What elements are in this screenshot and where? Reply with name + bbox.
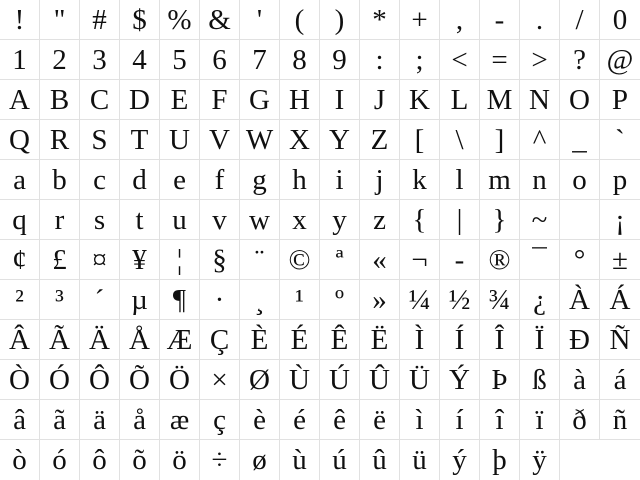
glyph-cell[interactable]: ^ [520,120,560,160]
glyph-cell[interactable]: ) [320,0,360,40]
glyph-cell[interactable]: ; [400,40,440,80]
glyph-cell[interactable]: î [480,400,520,440]
glyph-cell[interactable]: Ö [160,360,200,400]
glyph-cell[interactable]: I [320,80,360,120]
glyph-cell[interactable]: Í [440,320,480,360]
glyph-cell[interactable]: Y [320,120,360,160]
charmap-row [0,120,640,160]
glyph-cell[interactable]: . [520,0,560,40]
glyph-cell[interactable]: E [160,80,200,120]
glyph-cell[interactable]: D [120,80,160,120]
glyph-cell[interactable]: ± [600,240,640,280]
glyph-cell[interactable]: 1 [0,40,40,80]
glyph-cell[interactable]: þ [480,440,520,480]
glyph-cell[interactable]: Û [360,360,400,400]
glyph-cell[interactable]: k [400,160,440,200]
glyph-cell[interactable]: @ [600,40,640,80]
glyph-cell[interactable]: i [320,160,360,200]
glyph-cell[interactable]: n [520,160,560,200]
glyph-cell[interactable]: ¼ [400,280,440,320]
glyph-cell[interactable]: 9 [320,40,360,80]
glyph-cell[interactable]: ¥ [120,240,160,280]
glyph-cell[interactable]: m [480,160,520,200]
glyph-cell[interactable]: À [560,280,600,320]
glyph-cell[interactable]: Õ [120,360,160,400]
charmap-row [0,400,640,440]
glyph-cell[interactable]: ° [560,240,600,280]
glyph-cell[interactable]: ¿ [520,280,560,320]
glyph-cell[interactable]: # [80,0,120,40]
glyph-cell[interactable]: 6 [200,40,240,80]
glyph-cell[interactable]: ¡ [600,200,640,240]
glyph-cell[interactable]: ¢ [0,240,40,280]
glyph-cell[interactable]: r [40,200,80,240]
glyph-cell[interactable]: · [200,280,240,320]
glyph-cell[interactable]: O [560,80,600,120]
glyph-cell[interactable]: z [360,200,400,240]
glyph-cell[interactable]: Ñ [600,320,640,360]
glyph-cell[interactable]: ! [0,0,40,40]
glyph-cell[interactable]: s [80,200,120,240]
glyph-cell[interactable]: & [200,0,240,40]
glyph-cell[interactable]: ÿ [520,440,560,480]
glyph-cell[interactable]: 7 [240,40,280,80]
glyph-cell[interactable]: t [120,200,160,240]
glyph-cell[interactable]: f [200,160,240,200]
glyph-cell[interactable]: / [560,0,600,40]
glyph-cell[interactable]: Ü [400,360,440,400]
glyph-cell[interactable]: ( [280,0,320,40]
empty-cell [600,440,640,480]
glyph-cell[interactable]: - [440,240,480,280]
glyph-cell[interactable]: ò [0,440,40,480]
charmap-row [0,240,640,280]
glyph-cell[interactable]: Ç [200,320,240,360]
glyph-cell[interactable]: ç [200,400,240,440]
glyph-cell[interactable]: Î [480,320,520,360]
charmap-row [0,200,640,240]
glyph-cell[interactable]: Q [0,120,40,160]
glyph-cell[interactable]: % [160,0,200,40]
glyph-cell[interactable]: e [160,160,200,200]
glyph-cell[interactable]: Ù [280,360,320,400]
glyph-cell[interactable]: h [280,160,320,200]
glyph-cell[interactable]: ü [400,440,440,480]
glyph-cell[interactable]: û [360,440,400,480]
charmap-row [0,40,640,80]
glyph-cell[interactable]: F [200,80,240,120]
glyph-cell[interactable]: ¯ [520,240,560,280]
glyph-cell[interactable]: 4 [120,40,160,80]
glyph-cell[interactable]: , [440,0,480,40]
glyph-cell[interactable]: Ø [240,360,280,400]
glyph-cell[interactable]: ] [480,120,520,160]
empty-cell [560,440,600,480]
glyph-cell[interactable]: ¨ [240,240,280,280]
glyph-cell[interactable]: + [400,0,440,40]
glyph-cell[interactable]: ù [280,440,320,480]
glyph-cell[interactable]: ³ [40,280,80,320]
glyph-cell[interactable]: G [240,80,280,120]
glyph-cell[interactable]: L [440,80,480,120]
glyph-cell[interactable]: ë [360,400,400,440]
charmap-row [0,160,640,200]
glyph-cell[interactable]: Ò [0,360,40,400]
glyph-cell[interactable]: ý [440,440,480,480]
glyph-cell[interactable]: M [480,80,520,120]
charmap-row [0,320,640,360]
charmap-row [0,0,640,40]
glyph-cell[interactable]: Ê [320,320,360,360]
glyph-cell[interactable]: S [80,120,120,160]
charmap-row [0,360,640,400]
glyph-cell[interactable]: Ë [360,320,400,360]
glyph-cell[interactable]: o [560,160,600,200]
glyph-cell[interactable]: w [240,200,280,240]
glyph-cell[interactable]: ? [560,40,600,80]
glyph-cell[interactable]: j [360,160,400,200]
glyph-cell[interactable]: [ [400,120,440,160]
glyph-cell[interactable]: ì [400,400,440,440]
glyph-cell[interactable]: 5 [160,40,200,80]
glyph-cell[interactable]: ú [320,440,360,480]
glyph-cell[interactable]: a [0,160,40,200]
glyph-cell[interactable]: = [480,40,520,80]
glyph-cell[interactable]: » [360,280,400,320]
glyph-cell[interactable]: « [360,240,400,280]
glyph-cell[interactable]: Z [360,120,400,160]
glyph-cell[interactable]: é [280,400,320,440]
glyph-cell[interactable]: µ [120,280,160,320]
glyph-cell[interactable]: 8 [280,40,320,80]
glyph-cell[interactable]: p [600,160,640,200]
glyph-cell[interactable]: ¶ [160,280,200,320]
glyph-cell[interactable]: Å [120,320,160,360]
glyph-cell[interactable]: P [600,80,640,120]
glyph-cell[interactable]: ¦ [160,240,200,280]
glyph-cell[interactable]: } [480,200,520,240]
glyph-cell[interactable]: ã [40,400,80,440]
glyph-cell[interactable]: H [280,80,320,120]
glyph-cell[interactable]: T [120,120,160,160]
glyph-cell[interactable]: á [600,360,640,400]
glyph-cell[interactable]: í [440,400,480,440]
glyph-cell[interactable]: © [280,240,320,280]
glyph-cell[interactable]: { [400,200,440,240]
glyph-cell[interactable]: " [40,0,80,40]
glyph-cell[interactable]: ä [80,400,120,440]
glyph-cell[interactable]: u [160,200,200,240]
glyph-cell[interactable]: â [0,400,40,440]
glyph-cell[interactable]: ¤ [80,240,120,280]
glyph-cell[interactable]: É [280,320,320,360]
glyph-cell[interactable]: < [440,40,480,80]
glyph-cell[interactable]: ¾ [480,280,520,320]
glyph-cell[interactable]: ð [560,400,600,440]
glyph-cell[interactable]: 3 [80,40,120,80]
glyph-cell[interactable]: * [360,0,400,40]
charmap-row [0,280,640,320]
glyph-cell[interactable]: Ã [40,320,80,360]
glyph-cell[interactable]: æ [160,400,200,440]
glyph-cell[interactable]: ñ [600,400,640,440]
glyph-cell[interactable]: Á [600,280,640,320]
glyph-cell[interactable]: ª [320,240,360,280]
glyph-cell[interactable]: ` [600,120,640,160]
glyph-cell[interactable]: q [0,200,40,240]
glyph-cell[interactable]: Ú [320,360,360,400]
glyph-cell[interactable]: × [200,360,240,400]
glyph-cell[interactable]: Ý [440,360,480,400]
glyph-cell[interactable]: Ï [520,320,560,360]
glyph-cell[interactable]: Ì [400,320,440,360]
glyph-cell[interactable]: $ [120,0,160,40]
glyph-cell[interactable]: õ [120,440,160,480]
glyph-cell[interactable]: ô [80,440,120,480]
glyph-cell[interactable]: _ [560,120,600,160]
glyph-cell[interactable]: J [360,80,400,120]
glyph-cell[interactable]: ² [0,280,40,320]
glyph-cell[interactable]: b [40,160,80,200]
glyph-cell[interactable] [560,200,600,240]
glyph-cell[interactable]: N [520,80,560,120]
glyph-cell[interactable]: ê [320,400,360,440]
glyph-cell[interactable]: V [200,120,240,160]
glyph-cell[interactable]: y [320,200,360,240]
glyph-cell[interactable]: U [160,120,200,160]
glyph-cell[interactable]: è [240,400,280,440]
glyph-cell[interactable]: ö [160,440,200,480]
glyph-cell[interactable]: ½ [440,280,480,320]
glyph-cell[interactable]: ¸ [240,280,280,320]
glyph-cell[interactable]: º [320,280,360,320]
glyph-cell[interactable]: Æ [160,320,200,360]
glyph-cell[interactable]: Ð [560,320,600,360]
glyph-cell[interactable]: Ô [80,360,120,400]
glyph-cell[interactable]: A [0,80,40,120]
glyph-cell[interactable]: - [480,0,520,40]
glyph-cell[interactable]: ¹ [280,280,320,320]
charmap-row [0,440,640,480]
glyph-cell[interactable]: B [40,80,80,120]
glyph-cell[interactable]: 0 [600,0,640,40]
glyph-cell[interactable]: ß [520,360,560,400]
glyph-cell[interactable]: g [240,160,280,200]
glyph-cell[interactable]: R [40,120,80,160]
glyph-cell[interactable]: Ä [80,320,120,360]
glyph-cell[interactable]: ÷ [200,440,240,480]
charmap-row [0,80,640,120]
glyph-cell[interactable]: ' [240,0,280,40]
glyph-cell[interactable]: \ [440,120,480,160]
glyph-cell[interactable]: | [440,200,480,240]
glyph-cell[interactable]: > [520,40,560,80]
glyph-cell[interactable]: ® [480,240,520,280]
glyph-cell[interactable]: c [80,160,120,200]
glyph-cell[interactable]: ï [520,400,560,440]
glyph-cell[interactable]: Ó [40,360,80,400]
glyph-cell[interactable]: å [120,400,160,440]
glyph-cell[interactable]: à [560,360,600,400]
glyph-cell[interactable]: K [400,80,440,120]
glyph-cell[interactable]: : [360,40,400,80]
glyph-cell[interactable]: ´ [80,280,120,320]
glyph-cell[interactable]: v [200,200,240,240]
glyph-cell[interactable]: W [240,120,280,160]
glyph-cell[interactable]: £ [40,240,80,280]
glyph-cell[interactable]: ø [240,440,280,480]
glyph-cell[interactable]: ó [40,440,80,480]
glyph-cell[interactable]: 2 [40,40,80,80]
glyph-cell[interactable]: È [240,320,280,360]
glyph-cell[interactable]: C [80,80,120,120]
glyph-cell[interactable]: Â [0,320,40,360]
glyph-cell[interactable]: l [440,160,480,200]
glyph-cell[interactable]: ¬ [400,240,440,280]
glyph-cell[interactable]: Þ [480,360,520,400]
glyph-cell[interactable]: x [280,200,320,240]
glyph-cell[interactable]: d [120,160,160,200]
glyph-cell[interactable]: ~ [520,200,560,240]
glyph-cell[interactable]: § [200,240,240,280]
glyph-cell[interactable]: X [280,120,320,160]
